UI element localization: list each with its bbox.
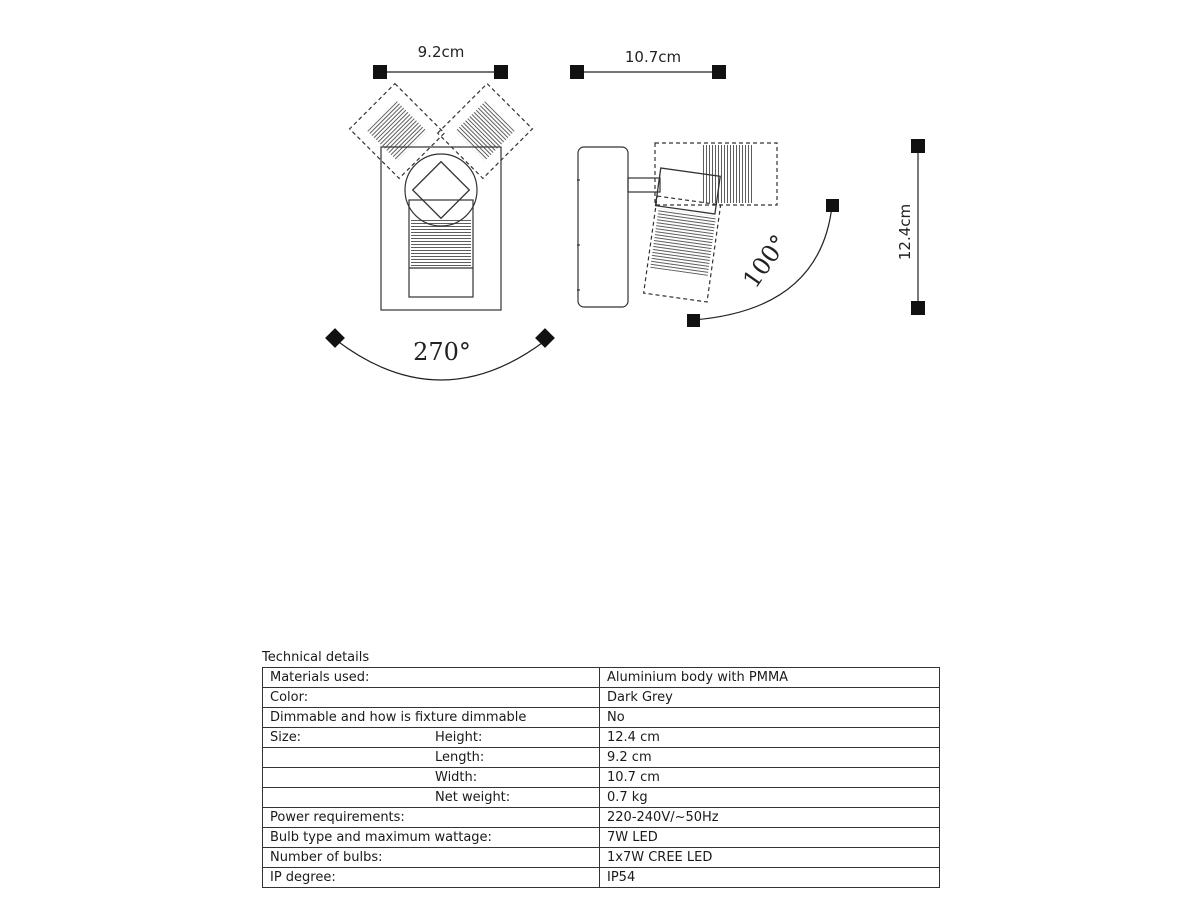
spec-label bbox=[270, 748, 435, 767]
spec-label-cell bbox=[263, 788, 600, 808]
spec-label: Bulb type and maximum wattage: bbox=[263, 828, 600, 848]
height-label: 12.4cm bbox=[896, 203, 914, 261]
spec-value: 0.7 kg bbox=[600, 788, 940, 808]
front-width-label: 9.2cm bbox=[417, 43, 465, 61]
table-row bbox=[263, 708, 940, 728]
spec-label bbox=[270, 788, 435, 807]
side-wallplate bbox=[578, 147, 628, 307]
side-width-dimension bbox=[570, 48, 726, 79]
technical-details-section bbox=[262, 649, 939, 888]
spec-value: 9.2 cm bbox=[600, 748, 940, 768]
spec-label: Power requirements: bbox=[263, 808, 600, 828]
rotation-angle-indicator bbox=[325, 328, 555, 380]
spec-label: Dimmable and how is fixture dimmable bbox=[263, 708, 600, 728]
spec-label-cell bbox=[263, 768, 600, 788]
spec-value: Dark Grey bbox=[600, 688, 940, 708]
spec-sublabel: Length: bbox=[435, 750, 485, 765]
spec-label: Size: bbox=[270, 730, 302, 745]
spec-value: 7W LED bbox=[600, 828, 940, 848]
spec-label: Materials used: bbox=[263, 668, 600, 688]
side-width-label: 10.7cm bbox=[624, 48, 682, 66]
spec-value: 12.4 cm bbox=[600, 728, 940, 748]
spec-sublabel: Width: bbox=[435, 770, 478, 785]
spec-label: IP degree: bbox=[263, 868, 600, 888]
spec-label: Number of bulbs: bbox=[263, 848, 600, 868]
table-row bbox=[263, 788, 940, 808]
front-joint-square bbox=[413, 162, 470, 219]
spec-label-cell bbox=[263, 748, 600, 768]
front-view-lamp bbox=[350, 84, 533, 310]
spec-label: Color: bbox=[263, 688, 600, 708]
spec-label-cell bbox=[263, 728, 600, 748]
spec-sublabel: Net weight: bbox=[435, 790, 511, 805]
technical-details-title: Technical details bbox=[262, 650, 370, 665]
spec-label bbox=[270, 768, 435, 787]
table-row bbox=[263, 828, 940, 848]
spec-value: 10.7 cm bbox=[600, 768, 940, 788]
table-row bbox=[263, 668, 940, 688]
table-row bbox=[263, 808, 940, 828]
table-row bbox=[263, 728, 940, 748]
table-row bbox=[263, 768, 940, 788]
spec-value: IP54 bbox=[600, 868, 940, 888]
front-width-dimension bbox=[373, 43, 508, 79]
spec-value: 1x7W CREE LED bbox=[600, 848, 940, 868]
spec-table bbox=[262, 667, 940, 888]
table-row bbox=[263, 688, 940, 708]
spec-sublabel: Height: bbox=[435, 730, 483, 745]
front-pivot-circle bbox=[405, 154, 477, 226]
spec-value: 220-240V/~50Hz bbox=[600, 808, 940, 828]
spec-value: No bbox=[600, 708, 940, 728]
spec-value: Aluminium body with PMMA bbox=[600, 668, 940, 688]
rotation-angle-label: 270° bbox=[413, 338, 471, 366]
height-dimension bbox=[896, 139, 925, 315]
table-row bbox=[263, 748, 940, 768]
table-row bbox=[263, 868, 940, 888]
table-row bbox=[263, 848, 940, 868]
tilt-angle-label: 100° bbox=[737, 229, 794, 294]
